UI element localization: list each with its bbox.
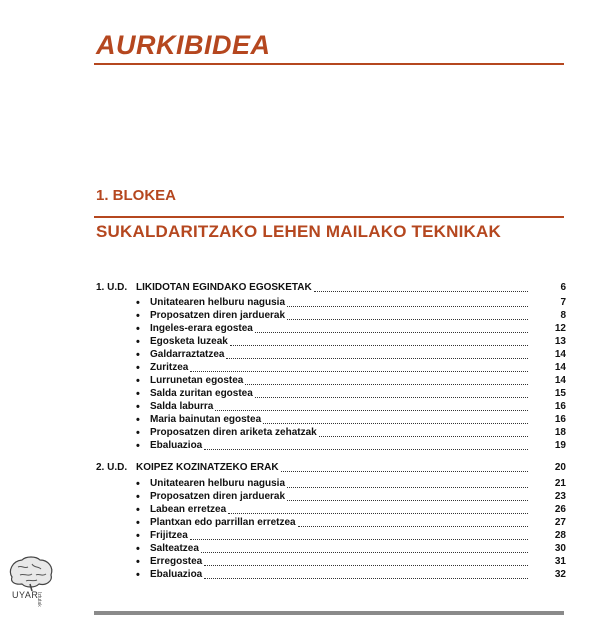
toc-item[interactable] bbox=[136, 349, 566, 361]
page-number: 8 bbox=[560, 310, 566, 321]
toc-item-label: Lurrunetan egostea bbox=[150, 375, 244, 386]
dot-leader bbox=[298, 526, 528, 527]
page-number: 28 bbox=[554, 530, 566, 541]
toc-item-label: Plantxan edo parrillan erretzea bbox=[150, 517, 296, 528]
toc-item-label: Salda laburra bbox=[150, 401, 214, 412]
bullet-icon: • bbox=[136, 569, 140, 581]
bullet-icon: • bbox=[136, 543, 140, 555]
page-number: 20 bbox=[554, 462, 566, 473]
dot-leader bbox=[204, 449, 528, 450]
toc-item-label: Ebaluazioa bbox=[150, 569, 203, 580]
dot-leader bbox=[190, 371, 528, 372]
toc-item-label: Maria bainutan egostea bbox=[150, 414, 262, 425]
toc-item-label: Unitatearen helburu nagusia bbox=[150, 297, 286, 308]
dot-leader bbox=[314, 291, 528, 292]
toc-item[interactable] bbox=[136, 388, 566, 400]
page-number: 14 bbox=[554, 375, 566, 386]
toc-item[interactable] bbox=[136, 569, 566, 581]
dot-leader bbox=[319, 436, 528, 437]
toc-item[interactable] bbox=[136, 491, 566, 503]
dot-leader bbox=[204, 578, 528, 579]
toc-item[interactable] bbox=[136, 362, 566, 374]
page-number: 27 bbox=[554, 517, 566, 528]
bullet-icon: • bbox=[136, 414, 140, 426]
block-rule bbox=[94, 216, 564, 218]
dot-leader bbox=[287, 319, 528, 320]
toc-item[interactable] bbox=[136, 401, 566, 413]
dot-leader bbox=[230, 345, 528, 346]
page-number: 16 bbox=[554, 414, 566, 425]
toc-item[interactable] bbox=[136, 427, 566, 439]
dot-leader bbox=[255, 332, 528, 333]
dot-leader bbox=[281, 471, 528, 472]
bullet-icon: • bbox=[136, 478, 140, 490]
unit-number: 2. U.D. bbox=[96, 462, 128, 473]
bullet-icon: • bbox=[136, 349, 140, 361]
page-number: 14 bbox=[554, 362, 566, 373]
brain-logo-icon bbox=[6, 555, 56, 593]
page-number: 18 bbox=[554, 427, 566, 438]
toc-item[interactable] bbox=[136, 336, 566, 348]
bullet-icon: • bbox=[136, 556, 140, 568]
page-number: 26 bbox=[554, 504, 566, 515]
page-number: 19 bbox=[554, 440, 566, 451]
dot-leader bbox=[201, 552, 528, 553]
toc-item[interactable] bbox=[136, 504, 566, 516]
toc-item-label: Egosketa luzeak bbox=[150, 336, 228, 347]
toc-item-label: Ingeles-erara egostea bbox=[150, 323, 253, 334]
page-number: 13 bbox=[554, 336, 566, 347]
bullet-icon: • bbox=[136, 401, 140, 413]
page-number: 31 bbox=[554, 556, 566, 567]
toc-unit-2[interactable] bbox=[96, 462, 566, 474]
dot-leader bbox=[263, 423, 528, 424]
toc-item-label: Erregostea bbox=[150, 556, 203, 567]
bullet-icon: • bbox=[136, 530, 140, 542]
logo-subtext: Iztutak bbox=[36, 592, 42, 607]
bullet-icon: • bbox=[136, 310, 140, 322]
dot-leader bbox=[287, 487, 528, 488]
footer-rule bbox=[94, 611, 564, 615]
page-number: 6 bbox=[560, 282, 566, 293]
block-title: SUKALDARITZAKO LEHEN MAILAKO TEKNIKAK bbox=[96, 222, 501, 241]
bullet-icon: • bbox=[136, 323, 140, 335]
bullet-icon: • bbox=[136, 440, 140, 452]
dot-leader bbox=[287, 306, 528, 307]
page-number: 15 bbox=[554, 388, 566, 399]
title-rule bbox=[94, 63, 564, 65]
page-number: 12 bbox=[554, 323, 566, 334]
dot-leader bbox=[204, 565, 528, 566]
bullet-icon: • bbox=[136, 427, 140, 439]
toc-item-label: Proposatzen diren jarduerak bbox=[150, 310, 286, 321]
unit-number: 1. U.D. bbox=[96, 282, 128, 293]
bullet-icon: • bbox=[136, 491, 140, 503]
toc-item-label: Salteatzea bbox=[150, 543, 199, 554]
page-title: AURKIBIDEA bbox=[96, 30, 271, 60]
toc-item[interactable] bbox=[136, 530, 566, 542]
toc-item[interactable] bbox=[136, 323, 566, 335]
toc-item-label: Salda zuritan egostea bbox=[150, 388, 253, 399]
toc-item[interactable] bbox=[136, 297, 566, 309]
toc-item[interactable] bbox=[136, 414, 566, 426]
dot-leader bbox=[226, 358, 528, 359]
page-number: 14 bbox=[554, 349, 566, 360]
dot-leader bbox=[287, 500, 528, 501]
toc-item-label: Unitatearen helburu nagusia bbox=[150, 478, 286, 489]
bullet-icon: • bbox=[136, 375, 140, 387]
dot-leader bbox=[228, 513, 528, 514]
page-number: 30 bbox=[554, 543, 566, 554]
logo-text: UYAR bbox=[12, 590, 39, 600]
bullet-icon: • bbox=[136, 388, 140, 400]
toc-item[interactable] bbox=[136, 310, 566, 322]
toc-item[interactable] bbox=[136, 517, 566, 529]
toc-item-label: Galdarraztatzea bbox=[150, 349, 225, 360]
block-label: 1. BLOKEA bbox=[96, 187, 177, 204]
bullet-icon: • bbox=[136, 362, 140, 374]
toc-item-label: Proposatzen diren jarduerak bbox=[150, 491, 286, 502]
bullet-icon: • bbox=[136, 336, 140, 348]
toc-item[interactable] bbox=[136, 556, 566, 568]
bullet-icon: • bbox=[136, 517, 140, 529]
bullet-icon: • bbox=[136, 504, 140, 516]
page-number: 7 bbox=[560, 297, 566, 308]
bullet-icon: • bbox=[136, 297, 140, 309]
unit-title: LIKIDOTAN EGINDAKO EGOSKETAK bbox=[136, 282, 312, 293]
toc-item-label: Ebaluazioa bbox=[150, 440, 203, 451]
toc-item[interactable] bbox=[136, 478, 566, 490]
toc-item-label: Proposatzen diren ariketa zehatzak bbox=[150, 427, 317, 438]
toc-item[interactable] bbox=[136, 543, 566, 555]
toc-item[interactable] bbox=[136, 375, 566, 387]
toc-item-label: Frijitzea bbox=[150, 530, 188, 541]
page-number: 16 bbox=[554, 401, 566, 412]
dot-leader bbox=[245, 384, 528, 385]
toc-item[interactable] bbox=[136, 440, 566, 452]
toc-item-label: Labean erretzea bbox=[150, 504, 227, 515]
toc-unit-1[interactable] bbox=[96, 282, 566, 294]
unit-title: KOIPEZ KOZINATZEKO ERAK bbox=[136, 462, 279, 473]
dot-leader bbox=[255, 397, 528, 398]
page-number: 23 bbox=[554, 491, 566, 502]
toc-item-label: Zuritzea bbox=[150, 362, 189, 373]
page-number: 32 bbox=[554, 569, 566, 580]
page-number: 21 bbox=[554, 478, 566, 489]
dot-leader bbox=[215, 410, 528, 411]
dot-leader bbox=[190, 539, 528, 540]
